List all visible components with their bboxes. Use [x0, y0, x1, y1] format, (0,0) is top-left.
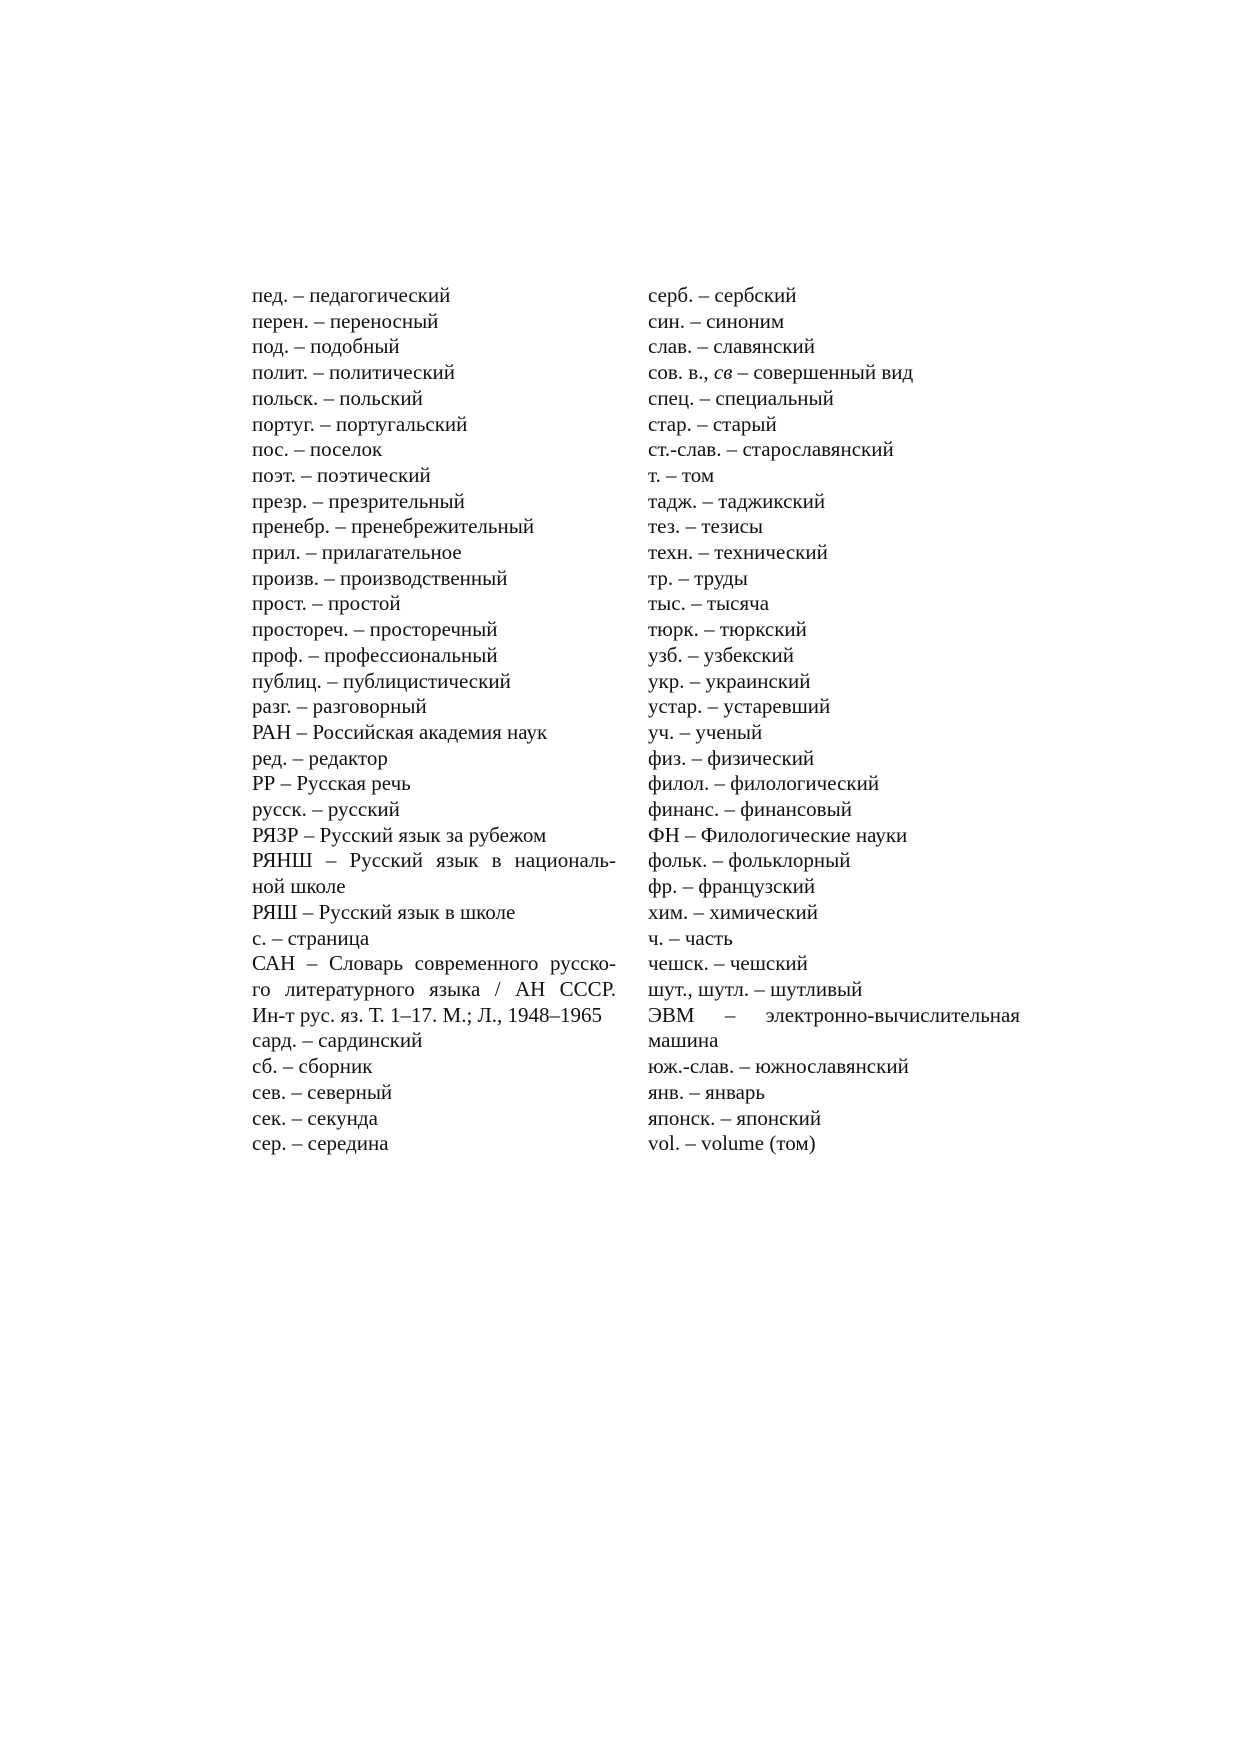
- entry-abbreviation: тадж.: [648, 488, 698, 513]
- entry-dash: –: [678, 565, 689, 590]
- entry-definition: узбекский: [703, 642, 794, 667]
- entry-definition: политический: [329, 360, 456, 385]
- entry-dash: –: [714, 951, 725, 976]
- entry-definition: совершенный вид: [753, 360, 914, 385]
- entry-dash: –: [691, 591, 702, 616]
- entry-abbreviation: РЯШ: [252, 899, 298, 924]
- abbreviation-entry: [648, 669, 1020, 695]
- entry-abbreviation-italic: св: [713, 360, 733, 385]
- entry-definition: Русский язык в школе: [318, 899, 516, 924]
- entry-definition: часть: [684, 925, 733, 950]
- entry-dash: –: [704, 617, 715, 642]
- entry-abbreviation: син.: [648, 308, 686, 333]
- entry-definition: разговорный: [312, 694, 427, 719]
- entry-definition: химический: [709, 899, 818, 924]
- entry-dash: –: [296, 694, 308, 719]
- entry-dash: –: [726, 437, 738, 462]
- entry-definition: северный: [307, 1079, 393, 1104]
- abbreviation-entry: [252, 823, 616, 849]
- entry-definition: январь: [705, 1079, 766, 1104]
- abbreviation-entry: [648, 437, 1020, 463]
- entry-abbreviation: РР: [252, 771, 276, 796]
- abbreviation-entry: [252, 412, 616, 438]
- entry-definition: презрительный: [328, 488, 465, 513]
- entry-abbreviation: произв.: [252, 565, 319, 590]
- entry-dash: –: [699, 385, 711, 410]
- entry-abbreviation: ЭВМ: [648, 1002, 695, 1027]
- abbreviation-entry: [252, 1131, 616, 1157]
- entry-definition: старый: [712, 411, 777, 436]
- entry-definition: специальный: [715, 385, 834, 410]
- abbreviation-entry: [648, 540, 1020, 566]
- entry-definition: Словарь современного русско-: [329, 951, 616, 976]
- entry-abbreviation: филол.: [648, 771, 710, 796]
- abbreviation-entry: [648, 1003, 1020, 1054]
- entry-definition: поселок: [309, 437, 383, 462]
- entry-abbreviation: полит.: [252, 360, 309, 385]
- entry-definition: ной школе: [252, 874, 346, 899]
- entry-abbreviation: спец.: [648, 385, 695, 410]
- entry-dash: –: [682, 874, 694, 899]
- entry-dash: –: [327, 668, 338, 693]
- entry-abbreviation: ред.: [252, 745, 288, 770]
- entry-definition: профессиональный: [324, 642, 498, 667]
- entry-abbreviation: разг.: [252, 694, 292, 719]
- entry-dash: –: [685, 822, 696, 847]
- entry-definition: Русский язык за рубежом: [319, 822, 547, 847]
- entry-dash: –: [296, 719, 308, 744]
- entry-definition: страница: [287, 925, 370, 950]
- abbreviation-entry: [648, 771, 1020, 797]
- abbreviation-entry: [648, 720, 1020, 746]
- entry-definition: филологический: [730, 771, 880, 796]
- entry-abbreviation: стар.: [648, 411, 692, 436]
- entry-abbreviation: сер.: [252, 1131, 287, 1156]
- abbreviation-entry: [252, 1054, 616, 1080]
- entry-abbreviation: устар.: [648, 694, 703, 719]
- abbreviation-entry: [252, 900, 616, 926]
- abbreviation-entry: [648, 591, 1020, 617]
- entry-definition: подобный: [310, 334, 400, 359]
- entry-dash: –: [324, 565, 335, 590]
- abbreviation-entry: [648, 874, 1020, 900]
- entry-definition: японский: [736, 1105, 822, 1130]
- entry-abbreviation: прост.: [252, 591, 307, 616]
- abbreviation-entry: [648, 1054, 1020, 1080]
- entry-dash: –: [313, 360, 324, 385]
- entry-dash: –: [294, 437, 305, 462]
- entry-dash: –: [724, 797, 735, 822]
- entry-dash: –: [302, 899, 314, 924]
- entry-definition: поэтический: [316, 462, 431, 487]
- entry-definition: го литературного языка / АН СССР.: [252, 976, 616, 1001]
- abbreviation-entry: [648, 926, 1020, 952]
- entry-dash: –: [687, 642, 699, 667]
- entry-dash: –: [689, 1079, 700, 1104]
- entry-abbreviation: РЯЗР: [252, 822, 299, 847]
- abbreviation-entry: [252, 540, 616, 566]
- entry-dash: –: [306, 951, 318, 976]
- entry-dash: –: [697, 411, 708, 436]
- entry-definition: прилагательное: [321, 540, 462, 565]
- entry-definition: чешский: [729, 951, 808, 976]
- entry-dash: –: [292, 745, 304, 770]
- entry-abbreviation: публиц.: [252, 668, 322, 693]
- abbreviation-entry: [648, 617, 1020, 643]
- entry-dash: –: [685, 514, 697, 539]
- entry-abbreviation: фр.: [648, 874, 678, 899]
- entry-abbreviation: узб.: [648, 642, 683, 667]
- abbreviation-entry: [648, 951, 1020, 977]
- entry-dash: –: [282, 1054, 294, 1079]
- abbreviation-entry: [252, 643, 616, 669]
- entry-dash: –: [702, 488, 713, 513]
- entry-definition: педагогический: [309, 283, 451, 307]
- entry-definition: польский: [339, 385, 423, 410]
- entry-abbreviation: серб.: [648, 283, 694, 307]
- entry-abbreviation: САН: [252, 951, 296, 976]
- entry-dash: –: [291, 1105, 303, 1130]
- abbreviation-entry: [252, 437, 616, 463]
- abbreviation-entry: [648, 463, 1020, 489]
- entry-dash: –: [301, 462, 312, 487]
- abbreviation-entry: [648, 412, 1020, 438]
- entry-dash: –: [679, 719, 691, 744]
- abbreviation-entry: [648, 489, 1020, 515]
- entry-dash: –: [325, 848, 337, 873]
- entry-abbreviation: сб.: [252, 1054, 278, 1079]
- entry-abbreviation: проф.: [252, 642, 304, 667]
- entry-dash: –: [666, 462, 677, 487]
- entry-abbreviation: русск.: [252, 797, 307, 822]
- entry-abbreviation: португ.: [252, 411, 315, 436]
- abbreviation-entry: [252, 951, 616, 1028]
- abbreviation-entry: [252, 797, 616, 823]
- entry-abbreviation: тыс.: [648, 591, 686, 616]
- entry-definition: шутливый: [770, 976, 863, 1001]
- abbreviation-entry: [252, 1106, 616, 1132]
- entry-dash: –: [707, 694, 719, 719]
- entry-abbreviation: простореч.: [252, 617, 349, 642]
- abbreviation-entry: [648, 334, 1020, 360]
- abbreviation-entry: [648, 823, 1020, 849]
- entry-line: [252, 874, 616, 900]
- entry-abbreviation: слав.: [648, 334, 693, 359]
- abbreviation-entry: [648, 797, 1020, 823]
- abbreviation-entry: [648, 900, 1020, 926]
- entry-definition: переносный: [329, 308, 439, 333]
- abbreviation-entry: [252, 463, 616, 489]
- entry-dash: –: [320, 411, 331, 436]
- entry-abbreviation: сев.: [252, 1079, 287, 1104]
- entry-definition: пренебрежительный: [351, 514, 535, 539]
- entry-dash: –: [302, 1028, 313, 1053]
- entry-definition: французский: [698, 874, 816, 899]
- entry-abbreviation: поэт.: [252, 462, 296, 487]
- abbreviation-entry: [252, 720, 616, 746]
- entry-abbreviation: хим.: [648, 899, 689, 924]
- entry-definition: фольклорный: [728, 848, 851, 873]
- entry-dash: –: [712, 848, 724, 873]
- entry-definition: устаревший: [723, 694, 831, 719]
- entry-definition: редактор: [308, 745, 388, 770]
- abbreviation-entry: [252, 848, 616, 899]
- entry-definition: труды: [694, 565, 748, 590]
- entry-definition: славянский: [713, 334, 815, 359]
- entry-dash: –: [724, 1002, 736, 1027]
- entry-definition: публицистический: [342, 668, 511, 693]
- entry-definition: сборник: [298, 1054, 373, 1079]
- entry-definition: Российская академия наук: [312, 719, 548, 744]
- entry-dash: –: [698, 283, 710, 307]
- entry-definition: машина: [648, 1028, 719, 1053]
- entry-definition: ученый: [695, 719, 763, 744]
- entry-abbreviation: пренебр.: [252, 514, 331, 539]
- entry-abbreviation: ФН: [648, 822, 680, 847]
- abbreviations-right-column: [648, 283, 1020, 1157]
- abbreviation-entry: [252, 1028, 616, 1054]
- abbreviation-entry: [648, 746, 1020, 772]
- entry-definition: украинский: [705, 668, 811, 693]
- entry-abbreviation: чешск.: [648, 951, 709, 976]
- entry-abbreviation: перен.: [252, 308, 309, 333]
- entry-dash: –: [689, 668, 701, 693]
- entry-dash: –: [303, 822, 315, 847]
- abbreviation-entry: [648, 1080, 1020, 1106]
- entry-dash: –: [737, 360, 749, 385]
- entry-abbreviation: тр.: [648, 565, 674, 590]
- entry-abbreviation: с.: [252, 925, 267, 950]
- entry-dash: –: [312, 797, 323, 822]
- entry-abbreviation: vol.: [648, 1131, 681, 1156]
- entry-definition: португальский: [335, 411, 468, 436]
- abbreviation-entry: [648, 643, 1020, 669]
- abbreviation-entry: [252, 334, 616, 360]
- entry-abbreviation: физ.: [648, 745, 687, 770]
- abbreviation-entry: [648, 283, 1020, 309]
- entry-abbreviation: презр.: [252, 488, 308, 513]
- entry-dash: –: [294, 334, 305, 359]
- entry-abbreviation: ч.: [648, 925, 664, 950]
- entry-definition: середина: [307, 1131, 389, 1156]
- entry-dash: –: [312, 591, 323, 616]
- abbreviation-entry: [252, 1080, 616, 1106]
- entry-dash: –: [271, 925, 283, 950]
- entry-definition: том: [681, 462, 715, 487]
- entry-abbreviation: польск.: [252, 385, 319, 410]
- abbreviation-entry: [252, 309, 616, 335]
- entry-abbreviation: сек.: [252, 1105, 287, 1130]
- abbreviation-entry: [648, 848, 1020, 874]
- entry-dash: –: [353, 617, 365, 642]
- entry-abbreviation: юж.-слав.: [648, 1054, 735, 1079]
- abbreviation-entry: [252, 746, 616, 772]
- abbreviation-entry: [252, 694, 616, 720]
- entry-abbreviation: укр.: [648, 668, 685, 693]
- entry-line: [252, 1003, 616, 1029]
- entry-dash: –: [312, 488, 324, 513]
- abbreviations-left-column: [252, 283, 616, 1157]
- abbreviation-entry: [252, 566, 616, 592]
- entry-abbreviation: сов. в.,: [648, 360, 709, 385]
- abbreviation-entry: [252, 771, 616, 797]
- entry-definition: простой: [327, 591, 401, 616]
- entry-abbreviation: пед.: [252, 283, 289, 307]
- abbreviation-entry: [252, 617, 616, 643]
- entry-abbreviation: шут., шутл.: [648, 976, 750, 1001]
- entry-abbreviation: ст.-слав.: [648, 437, 722, 462]
- entry-definition: Русская речь: [296, 771, 411, 796]
- entry-abbreviation: т.: [648, 462, 661, 487]
- entry-dash: –: [323, 385, 335, 410]
- entry-dash: –: [293, 283, 304, 307]
- entry-definition: электронно-вычислительная: [765, 1002, 1021, 1027]
- entry-line: [252, 951, 616, 977]
- abbreviation-entry: [252, 283, 616, 309]
- entry-dash: –: [720, 1105, 732, 1130]
- entry-definition: Филологические науки: [700, 822, 908, 847]
- entry-definition: тезисы: [701, 514, 764, 539]
- abbreviation-entry: [648, 1131, 1020, 1157]
- entry-abbreviation: тюрк.: [648, 617, 699, 642]
- abbreviation-entry: [648, 386, 1020, 412]
- entry-definition: тюркский: [719, 617, 807, 642]
- entry-line: [648, 1003, 1020, 1029]
- abbreviation-entry: [252, 514, 616, 540]
- entry-dash: –: [669, 925, 680, 950]
- entry-dash: –: [691, 745, 703, 770]
- abbreviation-entry: [252, 669, 616, 695]
- entry-abbreviation: уч.: [648, 719, 675, 744]
- entry-dash: –: [697, 334, 709, 359]
- entry-dash: –: [314, 308, 325, 333]
- entry-dash: –: [754, 976, 765, 1001]
- abbreviation-entry: [648, 1106, 1020, 1132]
- entry-abbreviation: фольк.: [648, 848, 708, 873]
- entry-definition: тысяча: [706, 591, 770, 616]
- entry-definition: таджикский: [718, 488, 826, 513]
- entry-line: [252, 977, 616, 1003]
- entry-abbreviation: прил.: [252, 540, 301, 565]
- entry-definition: технический: [714, 540, 828, 565]
- abbreviation-entry: [648, 694, 1020, 720]
- abbreviation-entry: [252, 360, 616, 386]
- entry-abbreviation: под.: [252, 334, 290, 359]
- entry-abbreviation: янв.: [648, 1079, 685, 1104]
- entry-dash: –: [291, 1131, 303, 1156]
- entry-abbreviation: сард.: [252, 1028, 298, 1053]
- abbreviation-entry: [648, 360, 1020, 386]
- entry-line: [252, 848, 616, 874]
- entry-abbreviation: техн.: [648, 540, 694, 565]
- entry-dash: –: [739, 1054, 750, 1079]
- entry-definition: сардинский: [318, 1028, 423, 1053]
- entry-definition: сербский: [714, 283, 797, 307]
- abbreviation-entry: [648, 566, 1020, 592]
- entry-dash: –: [714, 771, 726, 796]
- entry-dash: –: [698, 540, 709, 565]
- entry-dash: –: [308, 642, 319, 667]
- abbreviation-entry: [648, 514, 1020, 540]
- entry-abbreviation: тез.: [648, 514, 681, 539]
- entry-line: [648, 1028, 1020, 1054]
- entry-definition: Русский язык в националь-: [349, 848, 617, 873]
- entry-definition: южнославянский: [755, 1054, 909, 1079]
- entry-abbreviation: японск.: [648, 1105, 716, 1130]
- entry-abbreviation: пос.: [252, 437, 289, 462]
- abbreviation-entry: [252, 386, 616, 412]
- entry-definition: физический: [707, 745, 815, 770]
- abbreviation-entry: [252, 591, 616, 617]
- entry-definition: производственный: [339, 565, 508, 590]
- entry-dash: –: [291, 1079, 302, 1104]
- entry-definition: Ин-т рус. яз. Т. 1–17. М.; Л., 1948–1965: [252, 1002, 603, 1027]
- entry-definition: финансовый: [740, 797, 852, 822]
- entry-dash: –: [335, 514, 346, 539]
- abbreviation-entry: [252, 926, 616, 952]
- abbreviation-entry: [648, 309, 1020, 335]
- entry-abbreviation: финанс.: [648, 797, 720, 822]
- entry-dash: –: [280, 771, 292, 796]
- entry-definition: синоним: [706, 308, 785, 333]
- entry-abbreviation: РАН: [252, 719, 292, 744]
- entry-definition: старославянский: [742, 437, 894, 462]
- entry-dash: –: [690, 308, 701, 333]
- entry-abbreviation: РЯНШ: [252, 848, 313, 873]
- entry-definition: русский: [327, 797, 400, 822]
- entry-dash: –: [693, 899, 705, 924]
- abbreviation-entry: [648, 977, 1020, 1003]
- entry-dash: –: [685, 1131, 696, 1156]
- entry-definition: volume (том): [701, 1131, 816, 1156]
- entry-definition: просторечный: [369, 617, 498, 642]
- entry-dash: –: [305, 540, 317, 565]
- abbreviation-entry: [252, 489, 616, 515]
- entry-definition: секунда: [307, 1105, 378, 1130]
